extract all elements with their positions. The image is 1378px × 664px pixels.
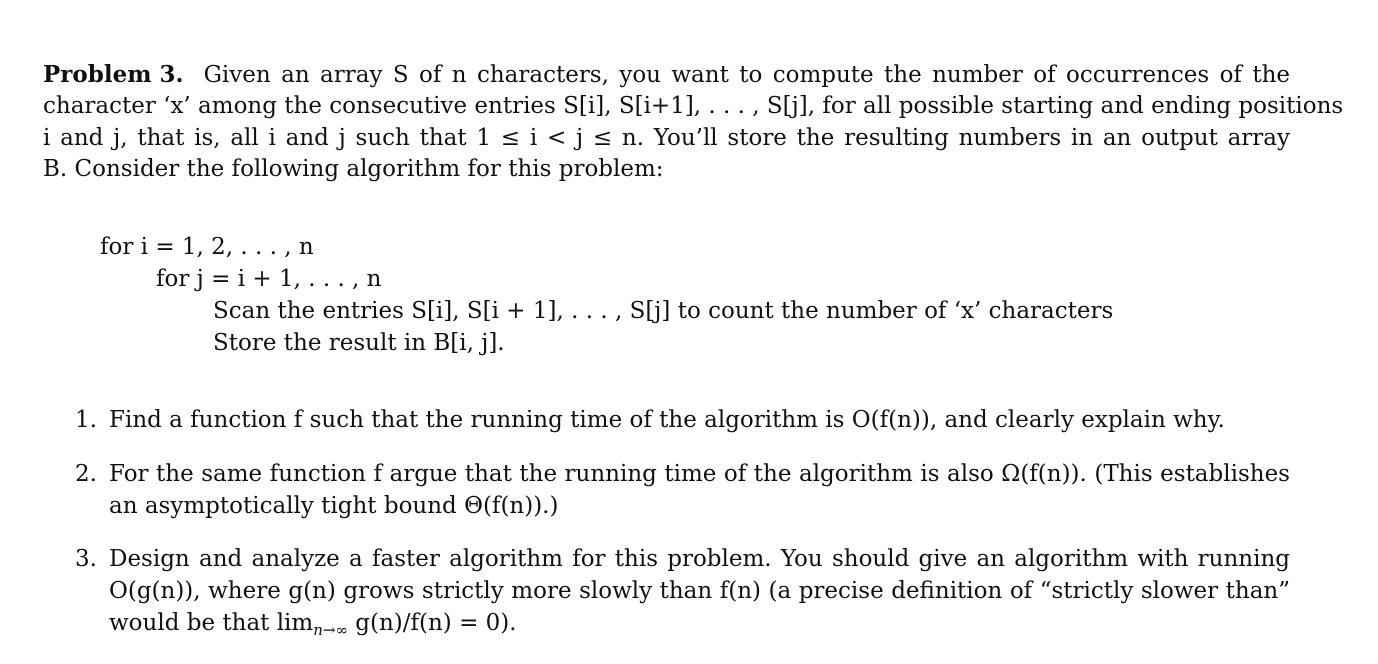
algorithm-store-step: Store the result in B[i, j]. xyxy=(213,330,505,356)
question-3-text-2: O(g(n)), where g(n) grows strictly more slowly than f(n) (a precise definition of “strictly slower than” xyxy=(109,578,1290,604)
problem-text-2: character ‘x’ among the consecutive entries S[i], S[i+1], . . . , S[j], for all possible starting and ending positions xyxy=(43,93,1344,119)
algorithm-outer-loop: for i = 1, 2, . . . , n xyxy=(100,234,314,260)
question-3-number: 3. xyxy=(75,546,97,572)
problem-text-4: B. Consider the following algorithm for this problem: xyxy=(43,156,664,182)
question-2-text-2: an asymptotically tight bound Θ(f(n)).) xyxy=(109,493,559,519)
question-1-number: 1. xyxy=(75,407,97,433)
problem-text-3: i and j, that is, all i and j such that 1 ≤ i < j ≤ n. You’ll store the resulting numbers in an output array xyxy=(43,125,1290,151)
question-2-text-1: For the same function f argue that the running time of the algorithm is also Ω(f(n)). (This establishes xyxy=(109,461,1290,487)
algorithm-inner-loop: for j = i + 1, . . . , n xyxy=(156,266,382,292)
algorithm-scan-step: Scan the entries S[i], S[i + 1], . . . , S[j] to count the number of ‘x’ characters xyxy=(213,298,1114,324)
question-3-text-1: Design and analyze a faster algorithm for this problem. You should give an algorithm with running xyxy=(109,546,1290,572)
problem-text-1: Given an array S of n characters, you want to compute the number of occurrences of the xyxy=(203,62,1290,88)
question-2-number: 2. xyxy=(75,461,97,487)
question-3-text-3 xyxy=(109,608,517,645)
problem-heading: Problem 3. xyxy=(43,61,184,88)
question-3-lim-prefix: would be that lim xyxy=(109,610,314,636)
question-3-lim-suffix: g(n)/f(n) = 0). xyxy=(347,610,517,636)
question-1-text: Find a function f such that the running time of the algorithm is O(f(n)), and clearly explain why. xyxy=(109,407,1225,433)
problem-line-1 xyxy=(43,60,1290,90)
question-3-lim-subscript: n→∞ xyxy=(313,621,348,639)
